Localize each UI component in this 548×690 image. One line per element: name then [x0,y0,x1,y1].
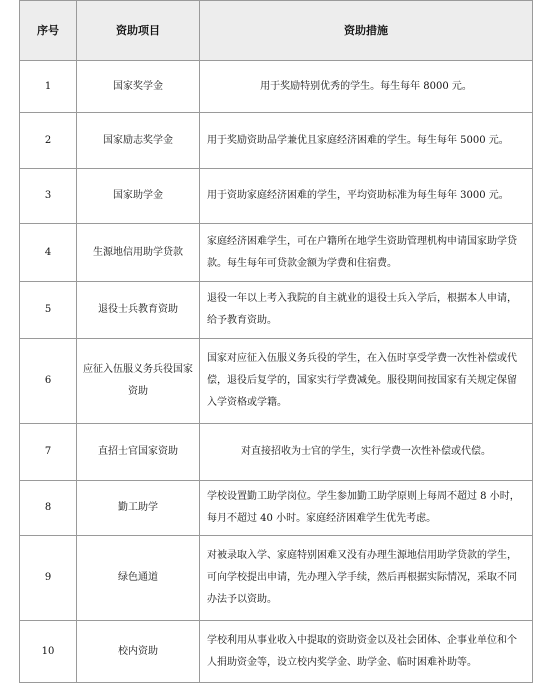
row-no: 4 [20,224,77,282]
table-row [20,169,533,224]
row-item: 校内资助 [77,621,200,683]
table-row [20,61,533,113]
table-row [20,339,533,424]
row-measure: 学校利用从事业收入中提取的资助资金以及社会团体、企事业单位和个人捐助资金等，设立校内奖学金、助学金、临时困难补助等。 [200,621,533,683]
row-measure: 对被录取入学、家庭特别困难又没有办理生源地信用助学贷款的学生，可向学校提出申请，先办理入学手续，然后再根据实际情况，采取不同办法予以资助。 [200,536,533,621]
table-row [20,424,533,481]
row-no: 6 [20,339,77,424]
row-no: 3 [20,169,77,224]
row-item: 退役士兵教育资助 [77,282,200,339]
row-measure: 用于奖励资助品学兼优且家庭经济困难的学生。每生每年 5000 元。 [200,113,533,169]
table-header-row [20,1,533,61]
table-row [20,113,533,169]
row-item: 生源地信用助学贷款 [77,224,200,282]
row-no: 2 [20,113,77,169]
row-item: 勤工助学 [77,481,200,536]
row-measure: 退役一年以上考入我院的自主就业的退役士兵入学后，根据本人申请，给予教育资助。 [200,282,533,339]
table-row [20,481,533,536]
row-item: 应征入伍服义务兵役国家资助 [77,339,200,424]
row-no: 1 [20,61,77,113]
row-measure: 家庭经济困难学生，可在户籍所在地学生资助管理机构申请国家助学贷款。每生每年可贷款金额为学费和住宿费。 [200,224,533,282]
header-no: 序号 [20,1,77,61]
row-measure: 学校设置勤工助学岗位。学生参加勤工助学原则上每周不超过 8 小时，每月不超过 40 小时。家庭经济困难学生优先考虑。 [200,481,533,536]
row-item: 绿色通道 [77,536,200,621]
table-row [20,621,533,683]
row-item: 国家奖学金 [77,61,200,113]
row-item: 国家励志奖学金 [77,113,200,169]
row-no: 8 [20,481,77,536]
row-measure: 用于资助家庭经济困难的学生，平均资助标准为每生每年 3000 元。 [200,169,533,224]
row-no: 9 [20,536,77,621]
financial-aid-table [19,0,533,683]
row-measure: 用于奖励特别优秀的学生。每生每年 8000 元。 [200,61,533,113]
row-item: 国家助学金 [77,169,200,224]
row-no: 10 [20,621,77,683]
row-item: 直招士官国家资助 [77,424,200,481]
row-no: 7 [20,424,77,481]
row-measure: 国家对应征入伍服义务兵役的学生，在入伍时享受学费一次性补偿或代偿，退役后复学的，国家实行学费减免。服役期间按国家有关规定保留入学资格或学籍。 [200,339,533,424]
row-no: 5 [20,282,77,339]
table-row [20,282,533,339]
header-item: 资助项目 [77,1,200,61]
table-row [20,224,533,282]
table-row [20,536,533,621]
row-measure: 对直接招收为士官的学生，实行学费一次性补偿或代偿。 [200,424,533,481]
header-measure: 资助措施 [200,1,533,61]
